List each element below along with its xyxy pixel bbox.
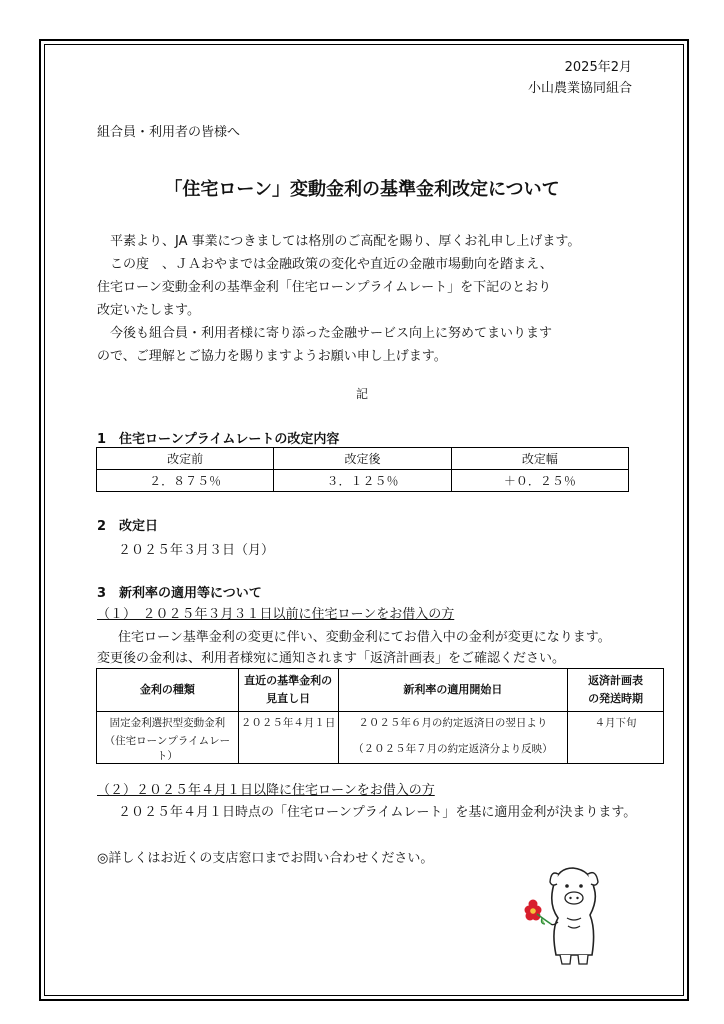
body-line: この度 、ＪＡおやまでは金融政策の変化や直近の金融市場動向を踏まえ、 (97, 257, 553, 272)
table-header-row (97, 448, 629, 470)
header-review-date-line1: 直近の基準金利の (244, 674, 333, 687)
document-title: 「住宅ローン」変動金利の基準金利改定について (164, 179, 560, 200)
body-line: ので、ご理解とご協力を賜りますようお願い申し上げます。 (97, 349, 447, 364)
cell-rate-type: 固定金利選択型変動金利 (97, 712, 239, 734)
ki-marker: 記 (355, 387, 368, 401)
header-start-date: 新利率の適用開始日 (338, 669, 568, 712)
header-schedule-line1: 返済計画表 (588, 674, 644, 687)
table-row (97, 712, 664, 734)
cell-start-date: ２０２５年６月の約定返済日の翌日より (338, 712, 568, 734)
issue-date: 2025年2月 (564, 60, 632, 75)
section3-heading: 3 新利率の適用等について (97, 586, 262, 601)
header-before: 改定前 (97, 448, 274, 470)
value-difference: ＋０．２５％ (451, 470, 628, 492)
table-row (97, 470, 629, 492)
header-after: 改定後 (274, 448, 451, 470)
section1-heading: 1 住宅ローンプライムレートの改定内容 (97, 432, 340, 447)
subsection1-line2: 変更後の金利は、利用者様宛に通知されます「返済計画表」をご確認ください。 (97, 651, 566, 666)
table-row (97, 733, 664, 764)
header-schedule-shipping (568, 669, 664, 712)
header-difference: 改定幅 (451, 448, 628, 470)
contact-note: ◎詳しくはお近くの支店窓口までお問い合わせください。 (97, 851, 434, 866)
cell-shipping-time: ４月下旬 (568, 712, 664, 734)
subsection1-line1: 住宅ローン基準金利の変更に伴い、変動金利にてお借入中の金利が変更になります。 (118, 630, 611, 645)
subsection1-title: （１） ２０２５年３月３１日以前に住宅ローンをお借入の方 (97, 607, 455, 622)
body-line: 今後も組合員・利用者様に寄り添った金融サービス向上に努めてまいります (97, 326, 553, 341)
organization-name: 小山農業協同組合 (527, 81, 632, 96)
value-before: ２．８７５％ (97, 470, 274, 492)
cell-review-date: ２０２５年４月１日 (238, 712, 338, 734)
ja-mascot-with-flower-icon (518, 860, 608, 970)
application-table (96, 668, 664, 764)
subsection2-line: ２０２５年４月１日時点の「住宅ローンプライムレート」を基に適用金利が決まります。 (118, 805, 637, 820)
salutation: 組合員・利用者の皆様へ (97, 125, 241, 140)
revision-date: ２０２５年３月３日（月） (118, 543, 275, 558)
value-after: ３．１２５％ (274, 470, 451, 492)
flower-icon (525, 900, 552, 925)
cell-start-date-note: （２０２５年７月の約定返済分より反映） (338, 733, 568, 764)
subsection2-title: （２）２０２５年４月１日以降に住宅ローンをお借入の方 (97, 783, 435, 798)
header-schedule-line2: の発送時期 (588, 692, 644, 705)
body-line: 改定いたします。 (97, 303, 200, 318)
cell-empty (238, 733, 338, 764)
body-line: 住宅ローン変動金利の基準金利「住宅ローンプライムレート」を下記のとおり (97, 280, 552, 295)
header-review-date (238, 669, 338, 712)
body-line: 平素より、JA 事業につきましては格別のご高配を賜り、厚くお礼申し上げます。 (97, 234, 581, 249)
table-header-row (97, 669, 664, 712)
body-paragraphs (97, 230, 657, 368)
cell-rate-type-note: （住宅ローンプライムレート） (97, 733, 239, 764)
rate-change-table (96, 447, 629, 492)
section2-heading: 2 改定日 (97, 519, 159, 534)
cell-empty (568, 733, 664, 764)
header-rate-type: 金利の種類 (97, 669, 239, 712)
header-review-date-line2: 見直し日 (266, 692, 311, 705)
